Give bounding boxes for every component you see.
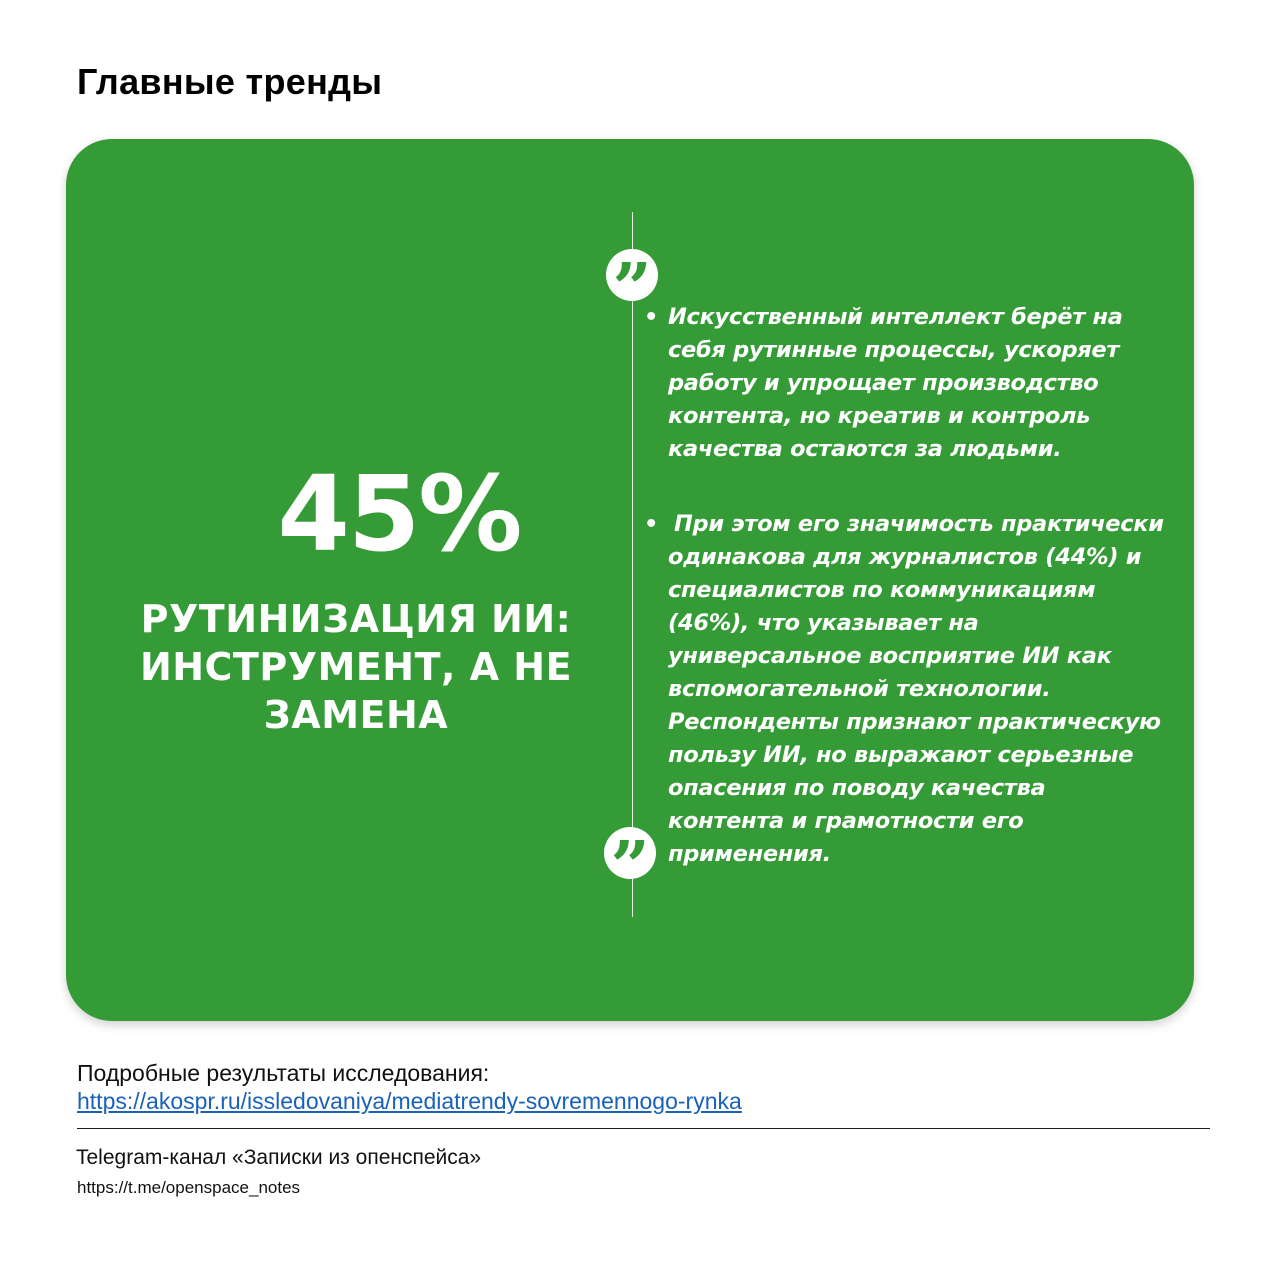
- stat-block: [126, 453, 586, 739]
- telegram-label: Telegram-канал «Записки из опенспейса»: [76, 1146, 482, 1169]
- quote-close-icon: ”: [604, 827, 656, 879]
- quote-open-icon: ”: [606, 249, 658, 301]
- bullet-item: [644, 508, 1164, 871]
- telegram-link[interactable]: https://t.me/openspace_notes: [77, 1178, 301, 1197]
- bullet-item: [644, 301, 1164, 466]
- vertical-divider: [632, 212, 633, 917]
- stat-value: 45%: [277, 453, 521, 575]
- bullet-text: Искусственный интеллект берёт на себя рутинные процессы, ускоряет работу и упрощает производство контента, но креатив и контроль качества остаются за людьми.: [668, 304, 1123, 462]
- footer-divider: [77, 1128, 1210, 1129]
- results-label: Подробные результаты исследования:: [77, 1060, 490, 1086]
- results-link[interactable]: https://akospr.ru/issledovaniya/mediatrendy-sovremennogo-rynka: [77, 1088, 742, 1114]
- bullet-text: При этом его значимость практически одинакова для журналистов (44%) и специалистов по коммуникациям (46%), что указывает на универсальное восприятие ИИ как вспомогательной технологии. Респонденты признают практическую пользу ИИ, но выражают серьезные опасения по поводу качества контента и грамотности его применения.: [668, 511, 1164, 867]
- trend-card: [66, 139, 1194, 1021]
- page-title: Главные тренды: [77, 61, 383, 102]
- bullet-list: [644, 301, 1164, 871]
- stat-caption: РУТИНИЗАЦИЯ ИИ: ИНСТРУМЕНТ, А НЕ ЗАМЕНА: [139, 597, 573, 737]
